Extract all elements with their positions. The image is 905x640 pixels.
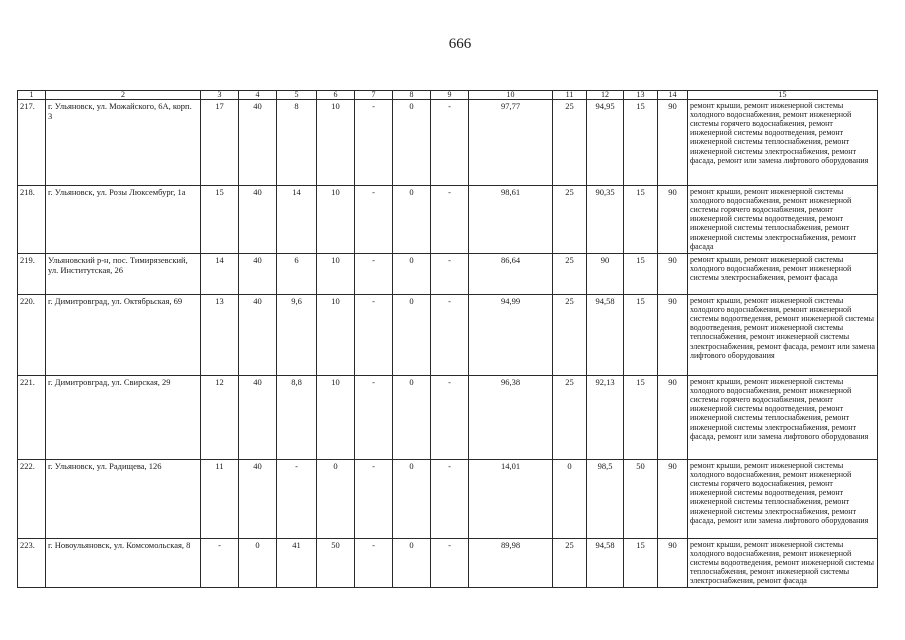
value-cell: 50 (624, 460, 658, 539)
table-row (18, 295, 878, 376)
value-cell: 90 (658, 376, 688, 460)
address-cell: г. Ульяновск, ул. Можайского, 6А, корп. 3 (46, 100, 201, 186)
value-cell: 11 (201, 460, 239, 539)
value-cell: - (431, 376, 469, 460)
value-cell: 15 (624, 376, 658, 460)
value-cell: 0 (393, 295, 431, 376)
value-cell: 17 (201, 100, 239, 186)
table-row (18, 539, 878, 588)
row-number: 222. (18, 460, 46, 539)
row-number: 220. (18, 295, 46, 376)
value-cell: 15 (624, 295, 658, 376)
works-cell: ремонт крыши, ремонт инженерной системы холодного водоснабжения, ремонт инженерной системы горячего водоснабжения, ремонт инженерной системы водоотведения, ремонт инженерной системы теплоснабжения, ремонт инженерной системы электроснабжения, ремонт фасада, ремонт или замена лифтового оборудования (688, 100, 878, 186)
value-cell: 94,95 (587, 100, 624, 186)
column-header: 14 (658, 91, 688, 100)
value-cell: 12 (201, 376, 239, 460)
value-cell: - (431, 539, 469, 588)
value-cell: 14,01 (469, 460, 553, 539)
row-number: 217. (18, 100, 46, 186)
value-cell: 0 (393, 460, 431, 539)
value-cell: 90,35 (587, 186, 624, 254)
value-cell: 0 (553, 460, 587, 539)
column-header: 10 (469, 91, 553, 100)
value-cell: - (355, 460, 393, 539)
column-header: 2 (46, 91, 201, 100)
value-cell: 90 (658, 186, 688, 254)
value-cell: - (431, 254, 469, 295)
value-cell: 40 (239, 460, 277, 539)
column-header: 4 (239, 91, 277, 100)
value-cell: 90 (658, 254, 688, 295)
value-cell: 94,58 (587, 539, 624, 588)
works-cell: ремонт крыши, ремонт инженерной системы холодного водоснабжения, ремонт инженерной системы горячего водоснабжения, ремонт инженерной системы водоотведения, ремонт инженерной системы теплоснабжения, ремонт инженерной системы электроснабжения, ремонт фасада, ремонт или замена лифтового оборудования (688, 460, 878, 539)
value-cell: 40 (239, 254, 277, 295)
page-number: 666 (448, 36, 472, 52)
value-cell: 6 (277, 254, 317, 295)
value-cell: 10 (317, 186, 355, 254)
column-header: 15 (688, 91, 878, 100)
works-cell: ремонт крыши, ремонт инженерной системы холодного водоснабжения, ремонт инженерной системы водоотведения, ремонт инженерной системы теплоснабжения, ремонт инженерной системы электроснабжения, ремонт фасада (688, 539, 878, 588)
table-row (18, 254, 878, 295)
value-cell: 0 (239, 539, 277, 588)
value-cell: - (431, 295, 469, 376)
address-cell: г. Димитровград, ул. Октябрьская, 69 (46, 295, 201, 376)
value-cell: 0 (393, 186, 431, 254)
column-header: 6 (317, 91, 355, 100)
address-cell: г. Новоульяновск, ул. Комсомольская, 8 (46, 539, 201, 588)
value-cell: 15 (624, 254, 658, 295)
works-cell: ремонт крыши, ремонт инженерной системы холодного водоснабжения, ремонт инженерной системы горячего водоснабжения, ремонт инженерной системы водоотведения, ремонт инженерной системы теплоснабжения, ремонт инженерной системы электроснабжения, ремонт фасада, ремонт или замена лифтового оборудования (688, 376, 878, 460)
column-header: 12 (587, 91, 624, 100)
column-header: 3 (201, 91, 239, 100)
value-cell: - (355, 539, 393, 588)
value-cell: 8,8 (277, 376, 317, 460)
value-cell: 98,5 (587, 460, 624, 539)
row-number: 221. (18, 376, 46, 460)
address-cell: Ульяновский р-н, пос. Тимирязевский, ул. Институтская, 26 (46, 254, 201, 295)
value-cell: 90 (658, 295, 688, 376)
column-header: 9 (431, 91, 469, 100)
value-cell: 98,61 (469, 186, 553, 254)
value-cell: 13 (201, 295, 239, 376)
value-cell: - (277, 460, 317, 539)
value-cell: 0 (393, 539, 431, 588)
value-cell: - (431, 186, 469, 254)
value-cell: 0 (393, 100, 431, 186)
value-cell: 94,58 (587, 295, 624, 376)
address-cell: г. Димитровград, ул. Свирская, 29 (46, 376, 201, 460)
column-header: 8 (393, 91, 431, 100)
register-table (17, 90, 878, 588)
column-header: 11 (553, 91, 587, 100)
column-header: 5 (277, 91, 317, 100)
value-cell: 15 (624, 539, 658, 588)
value-cell: 8 (277, 100, 317, 186)
address-cell: г. Ульяновск, ул. Розы Люксембург, 1а (46, 186, 201, 254)
value-cell: - (355, 254, 393, 295)
value-cell: 15 (201, 186, 239, 254)
column-header: 7 (355, 91, 393, 100)
value-cell: - (431, 460, 469, 539)
value-cell: 25 (553, 100, 587, 186)
value-cell: 15 (624, 186, 658, 254)
value-cell: - (355, 295, 393, 376)
value-cell: 10 (317, 100, 355, 186)
value-cell: 9,6 (277, 295, 317, 376)
value-cell: 86,64 (469, 254, 553, 295)
value-cell: 10 (317, 376, 355, 460)
value-cell: 50 (317, 539, 355, 588)
value-cell: 90 (587, 254, 624, 295)
value-cell: 0 (317, 460, 355, 539)
table-row (18, 460, 878, 539)
value-cell: 40 (239, 186, 277, 254)
column-header: 1 (18, 91, 46, 100)
value-cell: - (201, 539, 239, 588)
value-cell: 90 (658, 539, 688, 588)
value-cell: 10 (317, 254, 355, 295)
value-cell: 25 (553, 254, 587, 295)
value-cell: 0 (393, 376, 431, 460)
value-cell: 25 (553, 539, 587, 588)
column-header: 13 (624, 91, 658, 100)
value-cell: 14 (201, 254, 239, 295)
value-cell: 90 (658, 460, 688, 539)
value-cell: 89,98 (469, 539, 553, 588)
value-cell: 94,99 (469, 295, 553, 376)
value-cell: 40 (239, 376, 277, 460)
table-row (18, 186, 878, 254)
value-cell: 40 (239, 100, 277, 186)
value-cell: 97,77 (469, 100, 553, 186)
value-cell: - (355, 376, 393, 460)
works-cell: ремонт крыши, ремонт инженерной системы холодного водоснабжения, ремонт инженерной системы горячего водоснабжения, ремонт инженерной системы водоотведения, ремонт инженерной системы теплоснабжения, ремонт инженерной системы электроснабжения, ремонт фасада (688, 186, 878, 254)
value-cell: 41 (277, 539, 317, 588)
value-cell: 92,13 (587, 376, 624, 460)
value-cell: - (355, 100, 393, 186)
value-cell: 90 (658, 100, 688, 186)
value-cell: - (355, 186, 393, 254)
value-cell: 40 (239, 295, 277, 376)
value-cell: 15 (624, 100, 658, 186)
value-cell: 25 (553, 186, 587, 254)
works-cell: ремонт крыши, ремонт инженерной системы холодного водоснабжения, ремонт инженерной системы электроснабжения, ремонт фасада (688, 254, 878, 295)
value-cell: 25 (553, 376, 587, 460)
row-number: 219. (18, 254, 46, 295)
value-cell: 25 (553, 295, 587, 376)
address-cell: г. Ульяновск, ул. Радищева, 126 (46, 460, 201, 539)
table-row (18, 100, 878, 186)
value-cell: 96,38 (469, 376, 553, 460)
row-number: 223. (18, 539, 46, 588)
value-cell: 0 (393, 254, 431, 295)
value-cell: 14 (277, 186, 317, 254)
column-number-row (18, 91, 878, 100)
works-cell: ремонт крыши, ремонт инженерной системы холодного водоснабжения, ремонт инженерной системы водоотведения, ремонт инженерной системы водоотведения, ремонт инженерной системы теплоснабжения, ремонт инженерной системы электроснабжения, ремонт фасада, ремонт или замена лифтового оборудования (688, 295, 878, 376)
value-cell: 10 (317, 295, 355, 376)
table-row (18, 376, 878, 460)
value-cell: - (431, 100, 469, 186)
row-number: 218. (18, 186, 46, 254)
